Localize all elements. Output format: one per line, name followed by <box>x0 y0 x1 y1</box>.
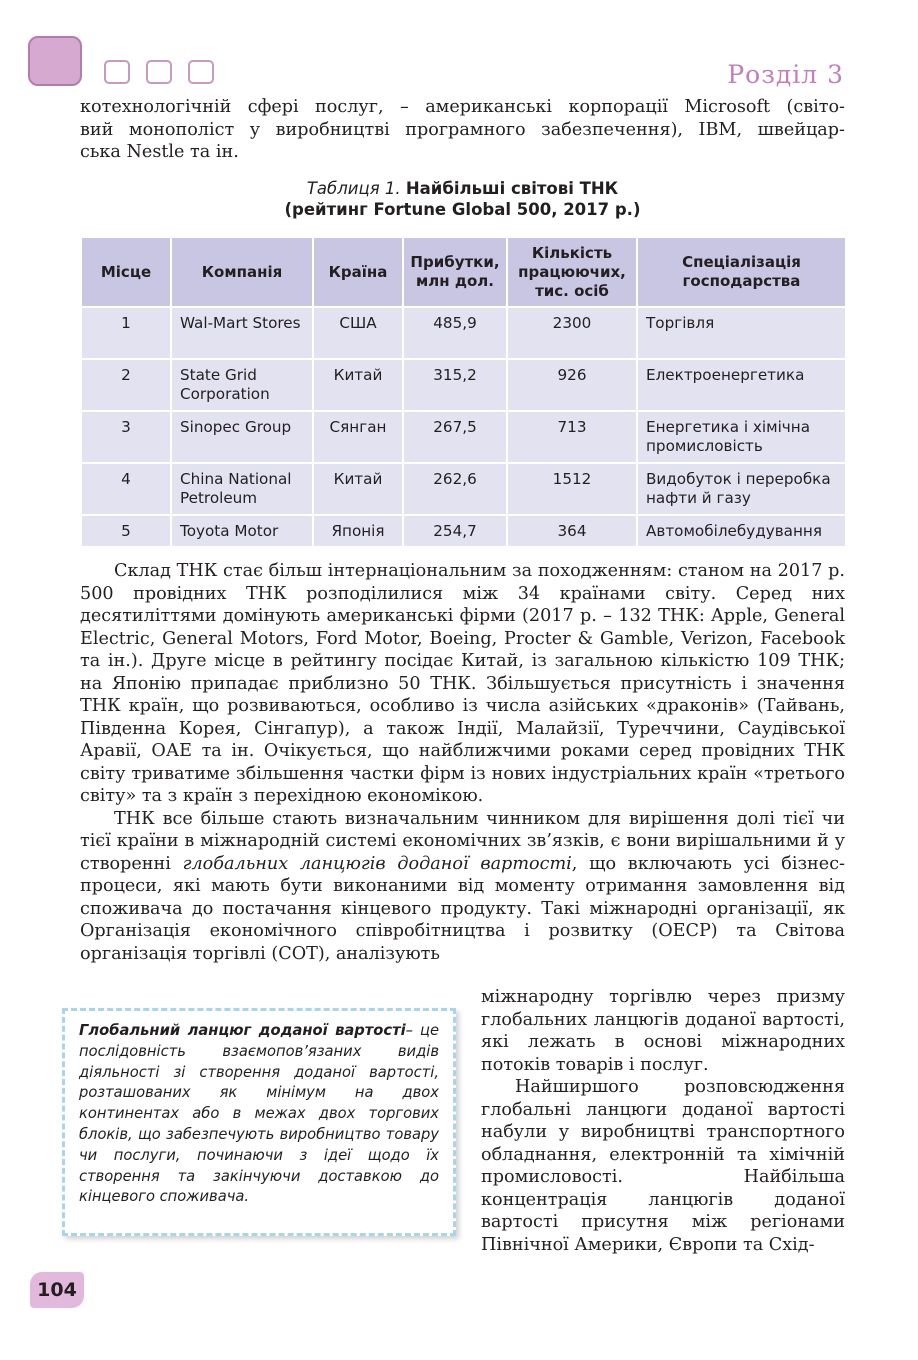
table-row <box>81 515 846 547</box>
cell-rank: 4 <box>81 463 171 515</box>
cell-rank: 3 <box>81 411 171 463</box>
table-row <box>81 359 846 411</box>
table-header-row <box>81 237 846 307</box>
cell-profit: 485,9 <box>403 307 507 359</box>
column-header: Місце <box>81 237 171 307</box>
table-caption-label: Таблиця 1. <box>306 179 401 198</box>
cell-company: Sinopec Group <box>171 411 313 463</box>
header-decoration-square-small <box>188 60 214 84</box>
cell-company: Toyota Motor <box>171 515 313 547</box>
cell-country: Китай <box>313 359 403 411</box>
key-term: глобальних ланцюгів доданої вартості <box>182 853 572 874</box>
cell-specialization: Видобуток і переробка нафти й газу <box>637 463 846 515</box>
cell-employees: 1512 <box>507 463 637 515</box>
paragraph-continuation: міжнародну торгівлю через призму глобальних ланцюгів доданої вартості, які лежать в основі міжнародних потоків товарів і послуг. <box>481 987 845 1075</box>
cell-specialization: Енергетика і хімічна промисловість <box>637 411 846 463</box>
paragraph-text: ТНК все більше стають визначальним чинником для вирішення долі тієї чи тієї країни в міжнародній системі економічних зв’язків, є вони вирішальними й у створенні <box>80 808 845 874</box>
cell-employees: 926 <box>507 359 637 411</box>
cell-profit: 254,7 <box>403 515 507 547</box>
cell-rank: 5 <box>81 515 171 547</box>
table-row <box>81 463 846 515</box>
cell-company: State Grid Corporation <box>171 359 313 411</box>
cell-profit: 315,2 <box>403 359 507 411</box>
definition-term: Глобальний ланцюг доданої вартості <box>79 1022 406 1039</box>
column-header: Спеціалізація господарства <box>637 237 846 307</box>
column-header: Компанія <box>171 237 313 307</box>
paragraph: Склад ТНК стає більш інтернаціональним за походженням: станом на 2017 р. 500 провідних ТНК розподілилися між 34 країнами світу. Серед них десятиліттями домінують американські фірми (2017 р. – 132 ТНК: Apple, General Electric, General Motors, Ford Motor, Boeing, Procter & Gamble, Verizon, Facebook та ін.). Друге місце в рейтингу посідає Китай, із загальною кількістю 109 ТНК; на Японію припадає приблизно 50 ТНК. Збільшується присутність і значення ТНК країн, що розвиваються, особливо із числа азійських «драконів» (Тайвань, Південна Корея, Сінгапур), а також Індії, Малайзії, Туреччини, Саудівської Аравії, ОАЕ та ін. Очікується, що найближчими роками серед провідних ТНК світу триватиме збільшення частки фірм із нових індустріальних країн «третього світу» та з країн з перехідною економікою. <box>80 561 845 806</box>
cell-employees: 364 <box>507 515 637 547</box>
cell-rank: 2 <box>81 359 171 411</box>
cell-profit: 267,5 <box>403 411 507 463</box>
definition-text <box>79 1021 439 1208</box>
definition-box <box>62 1008 456 1236</box>
header-decoration-square-small <box>146 60 172 84</box>
cell-employees: 2300 <box>507 307 637 359</box>
cell-company: China National Petroleum <box>171 463 313 515</box>
paragraph: Найширшого розповсюдження глобальні ланцюги доданої вартості набули у виробництві транспортного обладнання, електронній та хімічній промисловості. Найбільша концентрація ланцюгів доданої вартості присутня між регіонами Північної Америки, Європи та Схід- <box>481 1077 845 1255</box>
cell-specialization: Автомобілебудування <box>637 515 846 547</box>
intro-line: котехнологічній сфері послуг, – американські корпорації Microsoft (світо- <box>80 97 845 117</box>
cell-specialization: Електроенергетика <box>637 359 846 411</box>
header-decoration-square-small <box>104 60 130 84</box>
paragraph-text: , що включають усі бізнес-процеси, які мають бути виконаними від моменту отримання замовлення від споживача до постачання кінцевого продукту. Такі міжнародні організації, як Організація економічного співробітництва і розвитку (ОЕСР) та Світова організація торгівлі (СОТ), аналізують <box>80 853 845 964</box>
cell-rank: 1 <box>81 307 171 359</box>
table-caption-subtitle: (рейтинг Fortune Global 500, 2017 р.) <box>284 200 641 219</box>
table-caption <box>80 178 845 220</box>
cell-country: Японія <box>313 515 403 547</box>
column-header: Кількість працюючих, тис. осіб <box>507 237 637 307</box>
main-text <box>80 560 845 965</box>
definition-body: – це послідовність взаємопов’язаних видів діяльності зі створення доданої вартості, розташованих як мінімум на двох континентах або в межах двох торгових блоків, що забезпечують виробництво товару чи послуги, починаючи з ідеї щодо їх створення та закінчуючи доставкою до кінцевого споживача. <box>79 1022 440 1206</box>
cell-profit: 262,6 <box>403 463 507 515</box>
cell-company: Wal-Mart Stores <box>171 307 313 359</box>
cell-country: Сянган <box>313 411 403 463</box>
cell-country: США <box>313 307 403 359</box>
page-number: 104 <box>30 1272 84 1308</box>
table-caption-title: Найбільші світові ТНК <box>405 179 619 198</box>
table-row <box>81 307 846 359</box>
cell-specialization: Торгівля <box>637 307 846 359</box>
cell-country: Китай <box>313 463 403 515</box>
column-header: Прибутки, млн дол. <box>403 237 507 307</box>
intro-text <box>80 96 845 164</box>
intro-line: вий монополіст у виробництві програмного забезпечення), IBM, швейцар- <box>80 119 845 140</box>
column-header: Країна <box>313 237 403 307</box>
right-column-text <box>481 986 845 1256</box>
table-row <box>81 411 846 463</box>
intro-line: ська Nestle та ін. <box>80 142 239 162</box>
cell-employees: 713 <box>507 411 637 463</box>
paragraph <box>80 808 845 966</box>
header-decoration-square <box>28 36 82 86</box>
tnk-table <box>80 236 847 548</box>
section-label: Розділ 3 <box>727 60 844 89</box>
